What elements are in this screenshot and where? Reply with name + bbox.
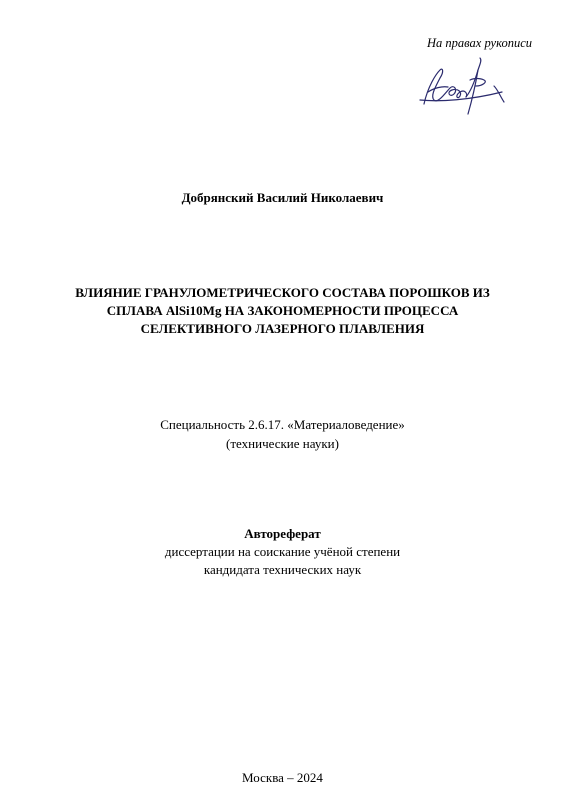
author-name: Добрянский Василий Николаевич (181, 190, 384, 205)
abstract-degree: кандидата технических наук (203, 562, 362, 577)
specialty-code: Специальность 2.6.17. «Материаловедение» (160, 417, 405, 432)
abstract-block (0, 525, 565, 579)
title-line: СПЛАВА AlSi10Mg НА ЗАКОНОМЕРНОСТИ ПРОЦЕССА (106, 303, 459, 318)
abstract-purpose: диссертации на соискание учёной степени (164, 544, 401, 559)
rights-note: На правах рукописи (427, 36, 532, 50)
place-and-year: Москва – 2024 (242, 770, 323, 785)
title-line: ВЛИЯНИЕ ГРАНУЛОМЕТРИЧЕСКОГО СОСТАВА ПОРОШКОВ ИЗ (75, 285, 490, 300)
handwritten-signature (410, 56, 510, 116)
title-line: СЕЛЕКТИВНОГО ЛАЗЕРНОГО ПЛАВЛЕНИЯ (140, 321, 425, 336)
abstract-heading: Автореферат (244, 526, 321, 541)
specialty-block (0, 415, 565, 453)
specialty-field: (технические науки) (226, 436, 339, 451)
dissertation-title (40, 284, 525, 338)
